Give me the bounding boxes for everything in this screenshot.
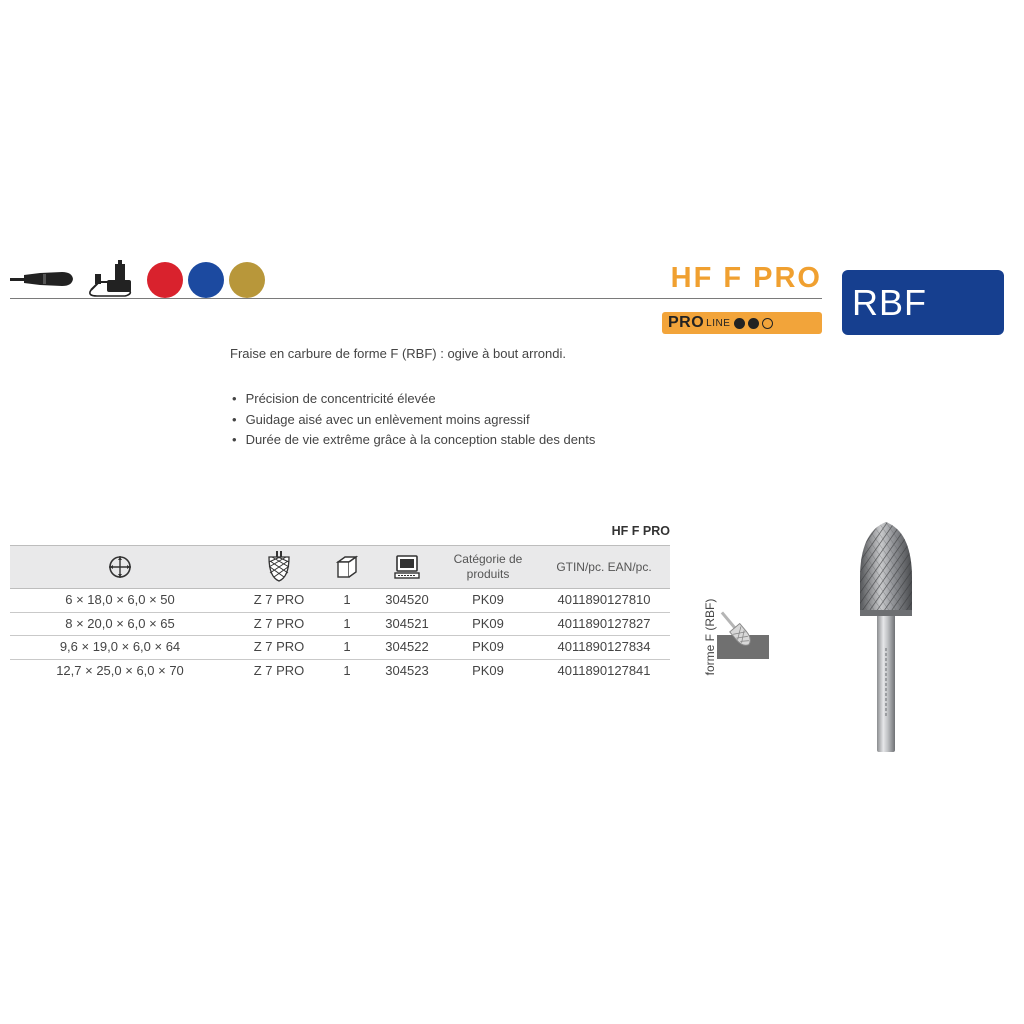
feature-item: • Durée de vie extrême grâce à la conception stable des dents	[230, 430, 595, 451]
category-cell: PK09	[472, 639, 504, 654]
gold-dot	[229, 262, 265, 298]
cut-cell: Z 7 PRO	[253, 615, 305, 631]
proline-dot-filled	[734, 318, 745, 329]
cut-cell: Z 7 PRO	[253, 592, 305, 607]
proline-dot-empty	[762, 318, 773, 329]
qty-cell: 1	[343, 639, 351, 654]
header-divider	[10, 298, 822, 299]
feature-list	[230, 389, 595, 451]
shape-code-badge: RBF	[842, 270, 1004, 335]
product-description: Fraise en carbure de forme F (RBF) : ogive à bout arrondi.	[230, 346, 566, 361]
cut-cell: Z 7 PRO	[253, 639, 305, 654]
cut-pattern-icon	[266, 551, 292, 583]
proline-pro-text: PRO	[668, 314, 705, 331]
product-title: HF F PRO	[670, 262, 822, 294]
computer-icon	[394, 554, 420, 580]
dimensions-cell: 8 × 20,0 × 6,0 × 65	[65, 615, 175, 631]
red-dot	[147, 262, 183, 298]
product-table	[10, 545, 670, 682]
proline-line-text: LINE	[706, 317, 731, 329]
qty-cell: 1	[343, 615, 351, 631]
article-cell: 304521	[385, 615, 429, 631]
straight-grinder-icon	[10, 266, 76, 294]
ean-cell: 4011890127834	[557, 639, 651, 654]
category-header: Catégorie de produits	[453, 552, 523, 581]
table-row	[10, 589, 670, 613]
category-cell: PK09	[472, 662, 504, 678]
burr-shape-diagram-icon	[715, 606, 773, 662]
ean-cell: 4011890127827	[557, 615, 651, 631]
table-row	[10, 636, 670, 660]
cut-cell: Z 7 PRO	[253, 662, 305, 678]
carbide-burr-photo	[846, 518, 926, 754]
package-header	[332, 546, 362, 588]
flexible-shaft-grinder-icon	[85, 260, 139, 298]
table-title: HF F PRO	[611, 524, 670, 538]
ean-cell: 4011890127810	[557, 592, 651, 607]
category-cell: PK09	[472, 615, 504, 631]
qty-cell: 1	[343, 662, 351, 678]
table-row	[10, 613, 670, 637]
table-row	[10, 660, 670, 683]
dimensions-cell: 9,6 × 19,0 × 6,0 × 64	[59, 639, 181, 654]
cut-header	[250, 546, 308, 588]
table-header	[10, 545, 670, 589]
dimensions-header	[10, 546, 230, 588]
dimensions-cell: 12,7 × 25,0 × 6,0 × 70	[56, 662, 184, 678]
feature-item: • Précision de concentricité élevée	[230, 389, 595, 410]
article-cell: 304523	[385, 662, 429, 678]
category-cell: PK09	[472, 592, 504, 607]
article-header	[372, 546, 442, 588]
blue-dot	[188, 262, 224, 298]
crosshair-dimension-icon	[107, 554, 133, 580]
shape-label: forme F (RBF)	[703, 598, 717, 676]
article-cell: 304520	[385, 592, 429, 607]
dimensions-cell: 6 × 18,0 × 6,0 × 50	[65, 592, 175, 607]
proline-badge	[662, 312, 822, 334]
ean-cell: 4011890127841	[557, 662, 651, 678]
package-box-icon	[335, 554, 359, 580]
qty-cell: 1	[343, 592, 351, 607]
proline-dot-filled	[748, 318, 759, 329]
gtin-header: GTIN/pc. EAN/pc.	[556, 559, 652, 574]
article-cell: 304522	[385, 639, 429, 654]
feature-item: • Guidage aisé avec un enlèvement moins agressif	[230, 410, 595, 431]
